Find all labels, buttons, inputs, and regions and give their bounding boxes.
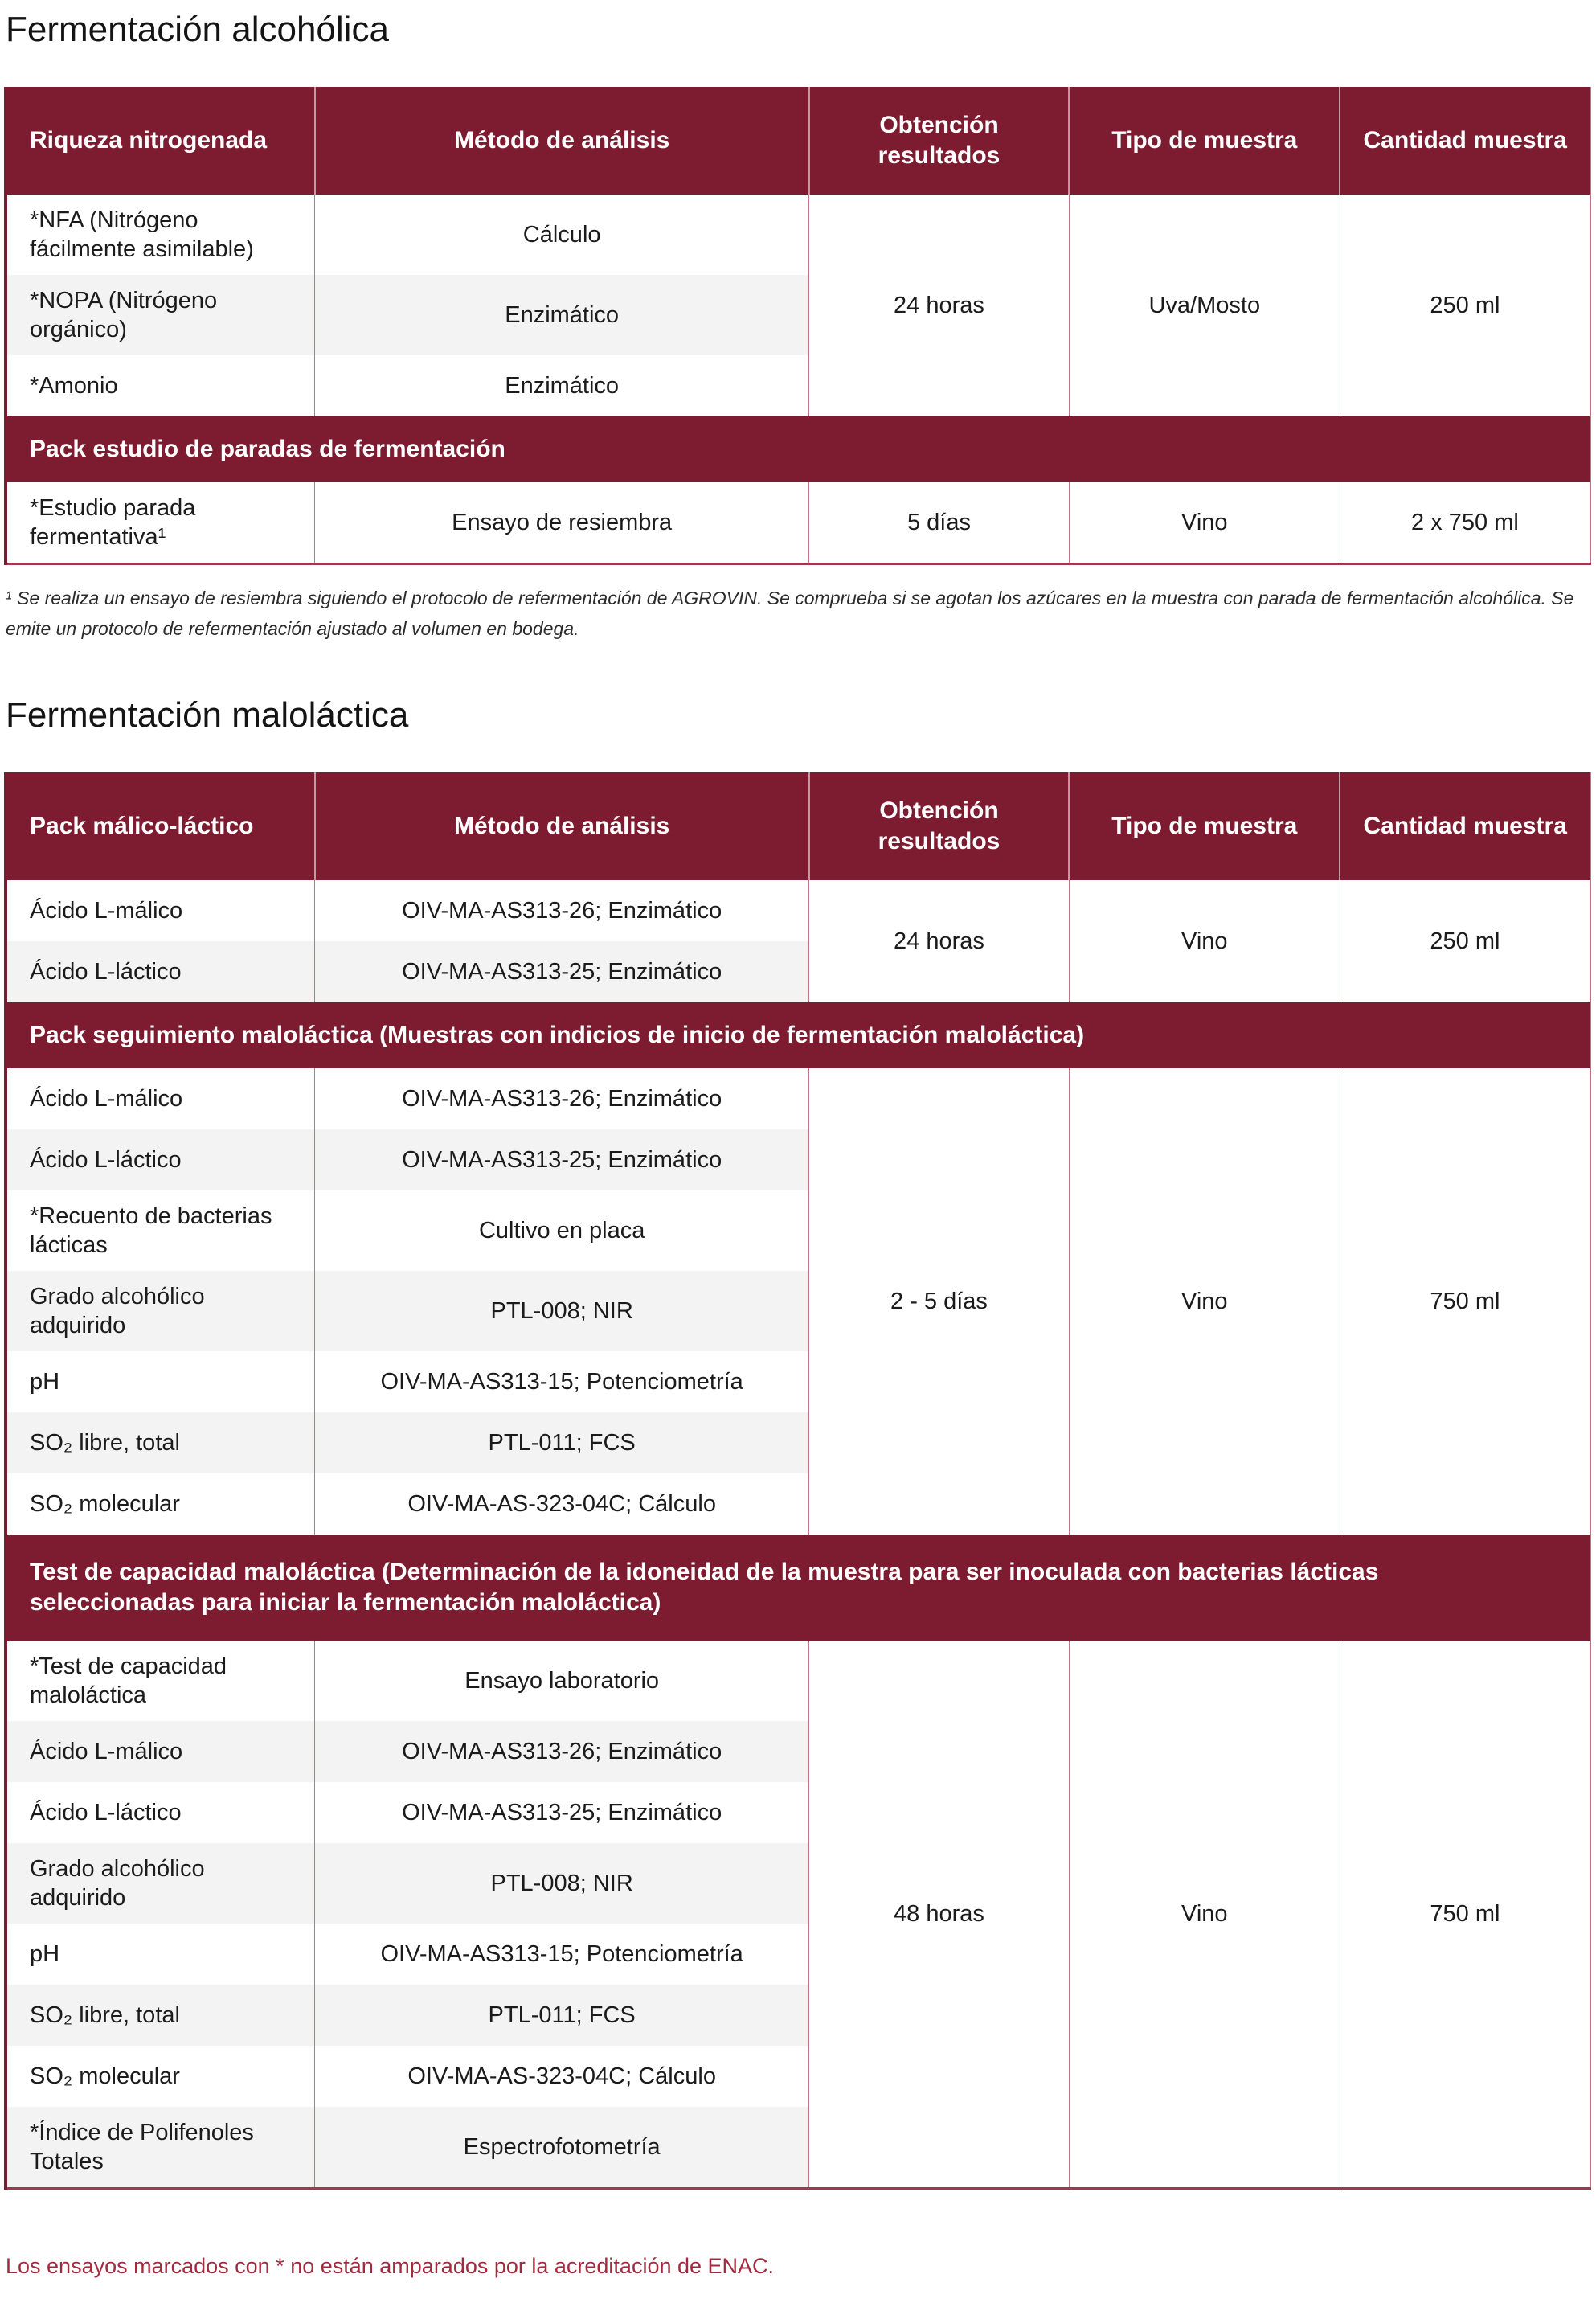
section-title-alcoholic: Fermentación alcohólica: [6, 10, 389, 49]
parameter-cell: *NOPA (Nitrógeno orgánico): [6, 275, 315, 355]
parameter-cell: Grado alcohólico adquirido: [6, 1843, 315, 1924]
sample-type-cell: Vino: [1069, 880, 1340, 1002]
parameter-cell: Ácido L-láctico: [6, 941, 315, 1002]
banner-row: [6, 1535, 1590, 1641]
enac-accreditation-note: Los ensayos marcados con * no están amparados por la acreditación de ENAC.: [6, 2254, 775, 2278]
col-header-sample-type: Tipo de muestra: [1069, 772, 1340, 880]
header-row: [6, 772, 1590, 880]
section-banner-test-capacidad: Test de capacidad maloláctica (Determinación de la idoneidad de la muestra para ser inoculada con bacterias lácticas seleccionadas para iniciar la fermentación maloláctica): [6, 1535, 1590, 1641]
method-cell: Espectrofotometría: [315, 2107, 809, 2189]
parameter-cell: SO₂ libre, total: [6, 1985, 315, 2046]
banner-row: [6, 416, 1590, 482]
malolactic-fermentation-table: [4, 772, 1591, 2190]
parameter-cell: SO₂ molecular: [6, 1473, 315, 1535]
col-header-sample-qty: Cantidad muestra: [1340, 772, 1590, 880]
col-header-parameter: Riqueza nitrogenada: [6, 87, 315, 195]
parameter-cell: Ácido L-málico: [6, 1721, 315, 1782]
method-cell: OIV-MA-AS313-15; Potenciometría: [315, 1924, 809, 1985]
sample-type-cell: Vino: [1069, 1068, 1340, 1535]
method-cell: OIV-MA-AS313-26; Enzimático: [315, 1068, 809, 1129]
resiembra-footnote: ¹ Se realiza un ensayo de resiembra siguiendo el protocolo de refermentación de AGROVIN. Se comprueba si se agotan los azúcares en la muestra con parada de fermentación alcohólica. Se emite un protocolo de refermentación ajustado al volumen en bodega.: [6, 588, 1574, 639]
method-cell: Cálculo: [315, 195, 809, 275]
results-cell: 2 - 5 días: [809, 1068, 1069, 1535]
table-row: [6, 1641, 1590, 1721]
parameter-cell: Ácido L-láctico: [6, 1782, 315, 1843]
parameter-cell: *Amonio: [6, 355, 315, 416]
parameter-cell: Ácido L-málico: [6, 880, 315, 941]
method-cell: PTL-011; FCS: [315, 1985, 809, 2046]
method-cell: Enzimático: [315, 355, 809, 416]
section-banner-paradas: Pack estudio de paradas de fermentación: [6, 416, 1590, 482]
section-title-malolactic: Fermentación maloláctica: [6, 695, 409, 735]
col-header-sample-type: Tipo de muestra: [1069, 87, 1340, 195]
sample-qty-cell: 250 ml: [1340, 195, 1590, 416]
method-cell: PTL-008; NIR: [315, 1843, 809, 1924]
parameter-cell: *Estudio parada fermentativa¹: [6, 482, 315, 564]
parameter-cell: *NFA (Nitrógeno fácilmente asimilable): [6, 195, 315, 275]
parameter-cell: *Índice de Polifenoles Totales: [6, 2107, 315, 2189]
method-cell: PTL-011; FCS: [315, 1412, 809, 1473]
results-cell: 5 días: [809, 482, 1069, 564]
parameter-cell: pH: [6, 1924, 315, 1985]
results-cell: 48 horas: [809, 1641, 1069, 2189]
parameter-cell: Ácido L-málico: [6, 1068, 315, 1129]
table-row: [6, 195, 1590, 275]
results-cell: 24 horas: [809, 195, 1069, 416]
method-cell: OIV-MA-AS313-26; Enzimático: [315, 1721, 809, 1782]
results-cell: 24 horas: [809, 880, 1069, 1002]
sample-type-cell: Vino: [1069, 1641, 1340, 2189]
method-cell: PTL-008; NIR: [315, 1271, 809, 1351]
parameter-cell: SO₂ libre, total: [6, 1412, 315, 1473]
sample-qty-cell: 750 ml: [1340, 1641, 1590, 2189]
method-cell: OIV-MA-AS313-26; Enzimático: [315, 880, 809, 941]
col-header-results: Obtención resultados: [809, 87, 1069, 195]
parameter-cell: Ácido L-láctico: [6, 1129, 315, 1190]
method-cell: OIV-MA-AS313-25; Enzimático: [315, 1129, 809, 1190]
sample-type-cell: Vino: [1069, 482, 1340, 564]
method-cell: OIV-MA-AS313-25; Enzimático: [315, 941, 809, 1002]
parameter-cell: SO₂ molecular: [6, 2046, 315, 2107]
header-row: [6, 87, 1590, 195]
sample-qty-cell: 750 ml: [1340, 1068, 1590, 1535]
col-header-method: Método de análisis: [315, 772, 809, 880]
sample-type-cell: Uva/Mosto: [1069, 195, 1340, 416]
method-cell: OIV-MA-AS313-25; Enzimático: [315, 1782, 809, 1843]
table-row: [6, 880, 1590, 941]
sample-qty-cell: 2 x 750 ml: [1340, 482, 1590, 564]
alcoholic-fermentation-table: [4, 87, 1591, 565]
method-cell: Ensayo laboratorio: [315, 1641, 809, 1721]
table-row: [6, 1068, 1590, 1129]
sample-qty-cell: 250 ml: [1340, 880, 1590, 1002]
col-header-results: Obtención resultados: [809, 772, 1069, 880]
banner-row: [6, 1002, 1590, 1068]
col-header-pack: Pack málico-láctico: [6, 772, 315, 880]
method-cell: OIV-MA-AS-323-04C; Cálculo: [315, 1473, 809, 1535]
method-cell: Enzimático: [315, 275, 809, 355]
method-cell: OIV-MA-AS313-15; Potenciometría: [315, 1351, 809, 1412]
table-row: [6, 482, 1590, 564]
method-cell: Ensayo de resiembra: [315, 482, 809, 564]
parameter-cell: Grado alcohólico adquirido: [6, 1271, 315, 1351]
col-header-method: Método de análisis: [315, 87, 809, 195]
method-cell: Cultivo en placa: [315, 1190, 809, 1271]
parameter-cell: pH: [6, 1351, 315, 1412]
col-header-sample-qty: Cantidad muestra: [1340, 87, 1590, 195]
parameter-cell: *Test de capacidad maloláctica: [6, 1641, 315, 1721]
parameter-cell: *Recuento de bacterias lácticas: [6, 1190, 315, 1271]
method-cell: OIV-MA-AS-323-04C; Cálculo: [315, 2046, 809, 2107]
section-banner-seguimiento: Pack seguimiento maloláctica (Muestras con indicios de inicio de fermentación maloláctica): [6, 1002, 1590, 1068]
